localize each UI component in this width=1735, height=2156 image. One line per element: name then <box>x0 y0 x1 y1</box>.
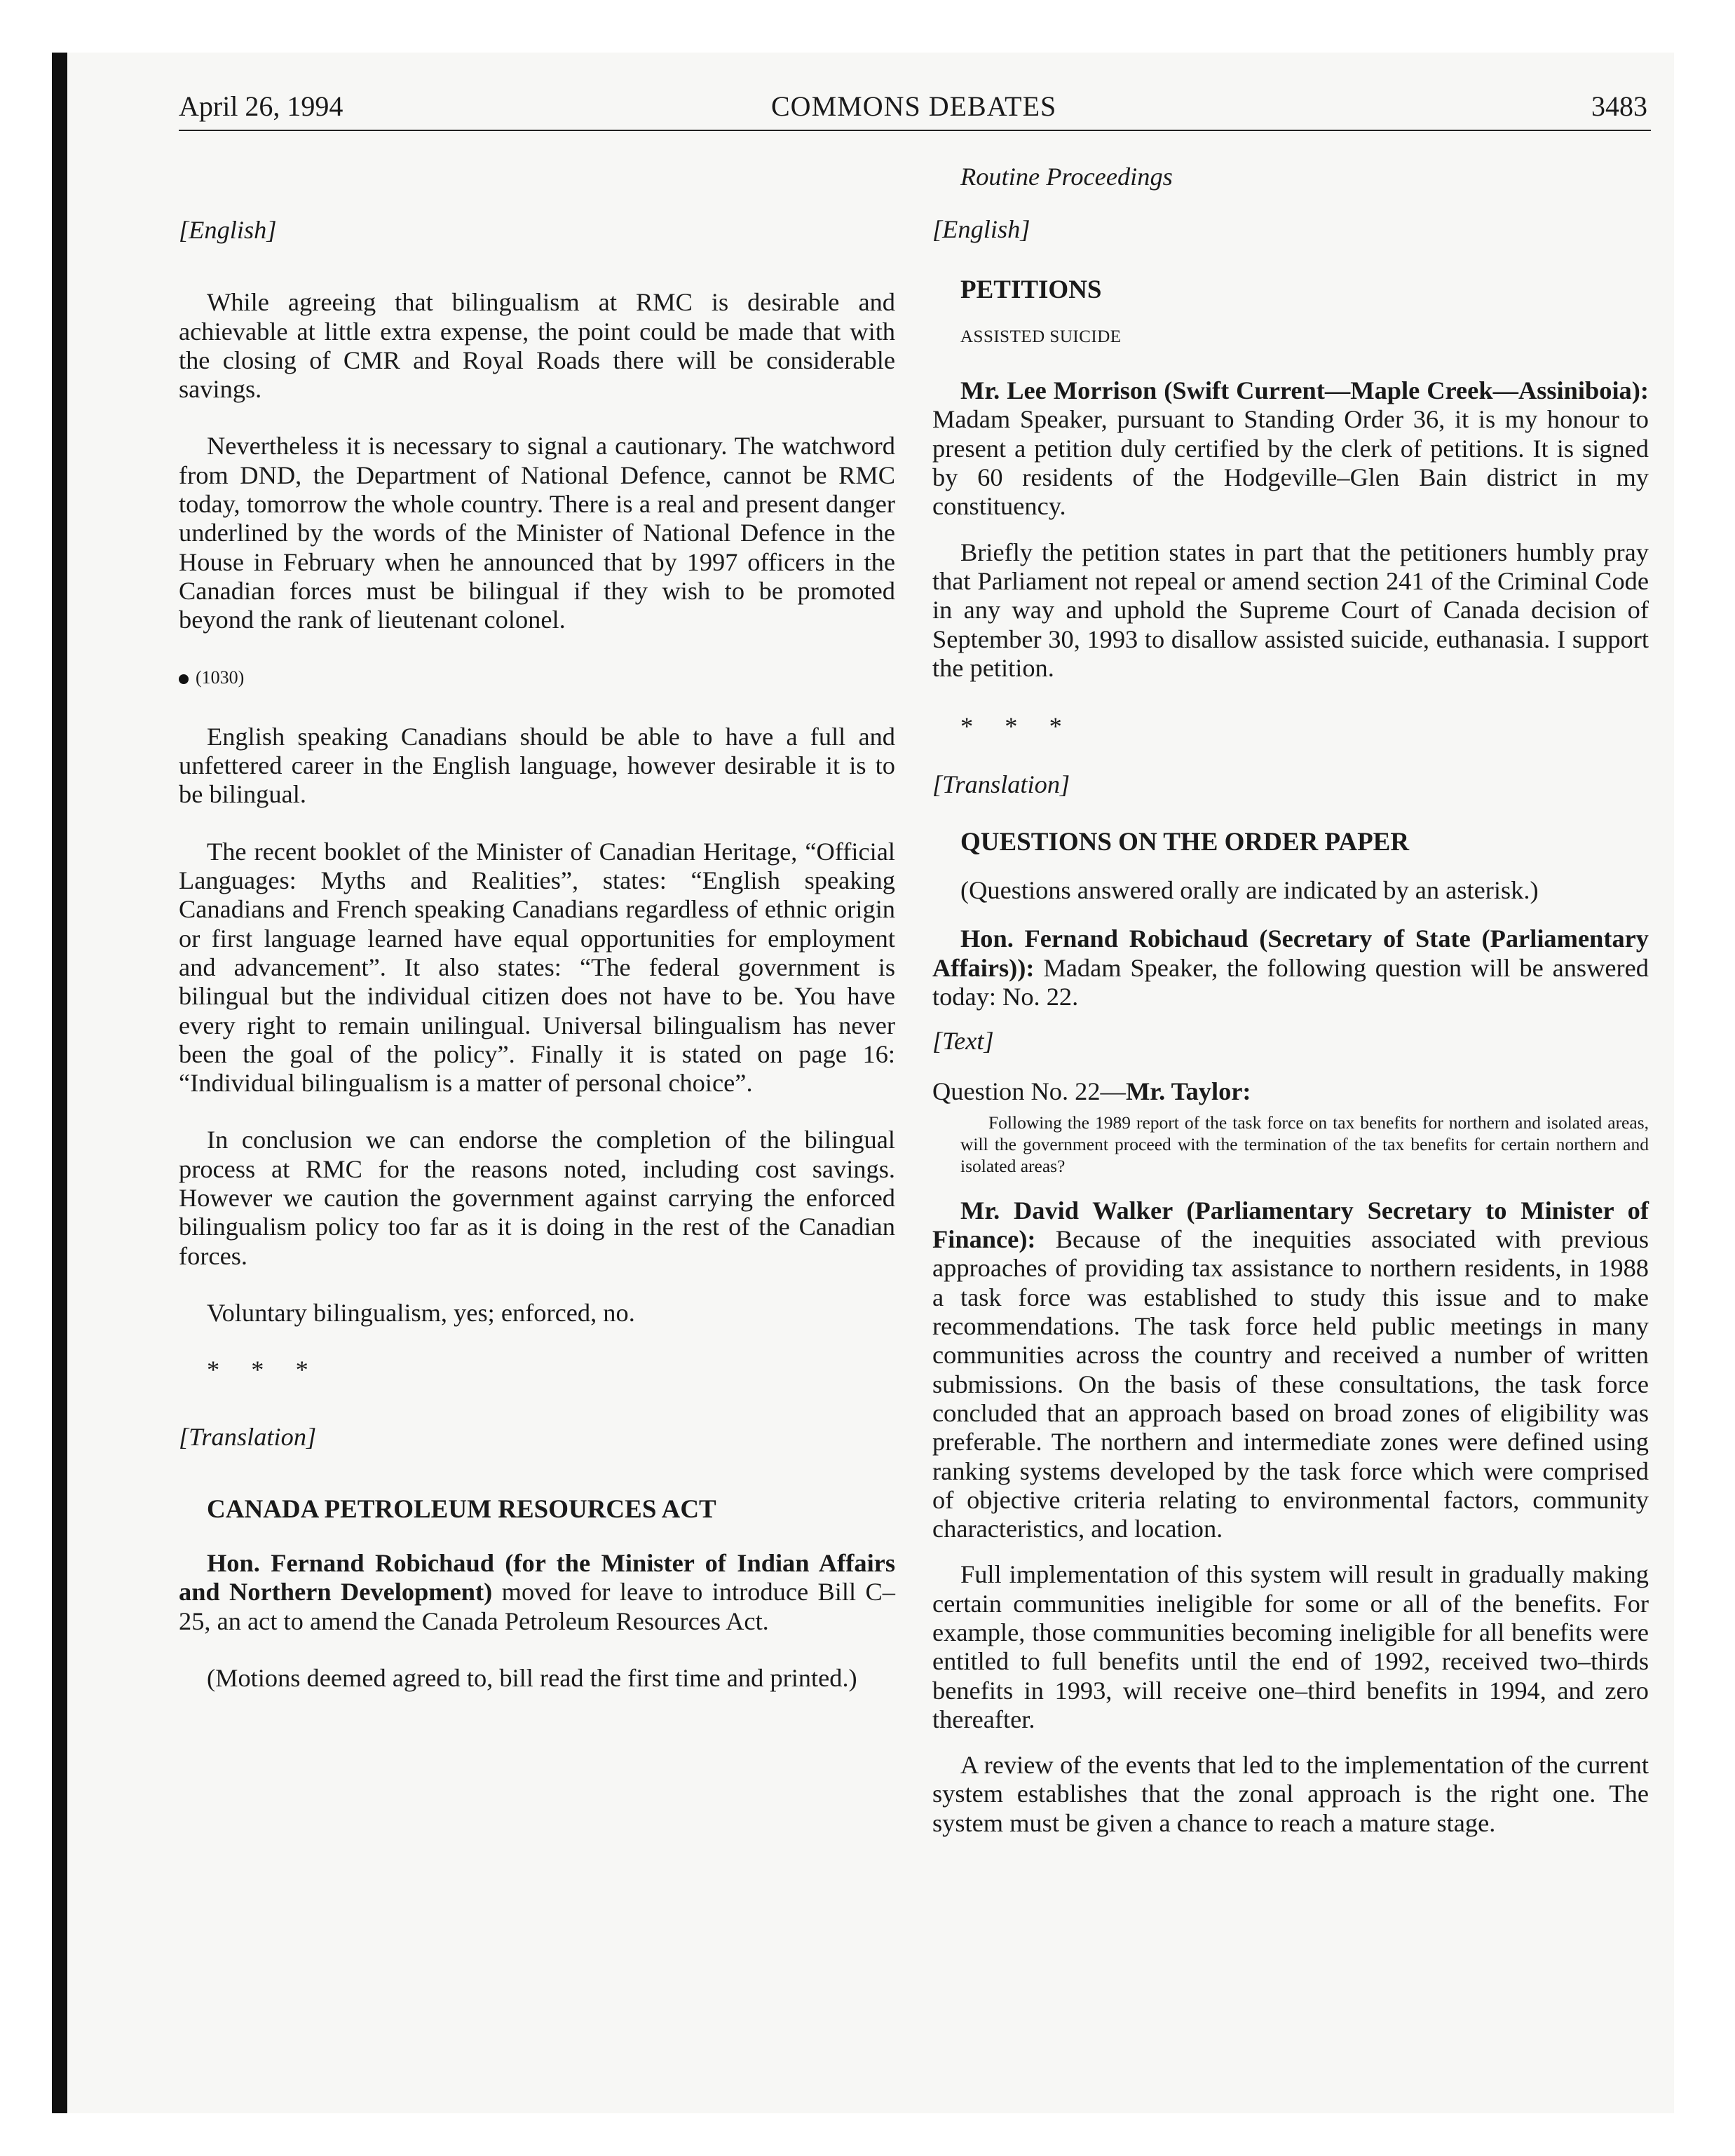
left-column <box>179 161 895 1721</box>
header-page-number: 3483 <box>1591 90 1647 122</box>
paragraph: Voluntary bilingualism, yes; enforced, no. <box>207 1298 635 1327</box>
header-title: COMMONS DEBATES <box>771 90 1057 122</box>
section-heading: QUESTIONS ON THE ORDER PAPER <box>960 827 1410 857</box>
paragraph <box>932 376 1649 521</box>
section-heading: PETITIONS <box>960 275 1102 304</box>
time-marker-label: (1030) <box>196 667 245 688</box>
section-heading: CANADA PETROLEUM RESOURCES ACT <box>207 1494 716 1524</box>
text-tag: [Text] <box>932 1027 994 1056</box>
language-tag: [Translation] <box>932 770 1070 799</box>
speaker-name: Mr. David Walker (Parliamentary Secretary to Minister of Finance): <box>932 1196 1649 1254</box>
paragraph-text: Because of the inequities associated with previous approaches of providing tax assistance to northern residents, in 1988 a task force was established to study this issue and to make recommendations. The task force held public meetings in many communities across the country and received a number of written submissions. On the basis of these consultations, the task force concluded that an approach based on broad zones of eligibility was preferable. The northern and intermediate zones were defined using ranking systems developed by the task force which were comprised of objective criteria relating to environmental factors, community characteristics, and location. <box>932 1225 1649 1543</box>
paragraph: In conclusion we can endorse the completion of the bilingual process at RMC for the reasons noted, including cost savings. However we caution the government against carrying the enforced bilingualism policy too far as it is doing in the rest of the Canadian forces. <box>179 1126 895 1270</box>
paragraph: The recent booklet of the Minister of Canadian Heritage, “Official Languages: Myths and Realities”, states: “English speaking Canadians and French speaking Canadians regardless of ethnic origin or first language learned have equal opportunities for employment and advancement”. It also states: “The federal government is bilingual but the individual citizen does not have to be. You have every right to remain unilingual. Universal bilingualism has never been the goal of the policy”. Finally it is stated on page 16: “Individual bilingualism is a matter of personal choice”. <box>179 837 895 1098</box>
paragraph: (Questions answered orally are indicated by an asterisk.) <box>960 876 1539 905</box>
subheading: ASSISTED SUICIDE <box>960 327 1122 346</box>
section-separator: * * * <box>960 712 1075 741</box>
paragraph: Nevertheless it is necessary to signal a cautionary. The watchword from DND, the Department of National Defence, cannot be RMC today, tomorrow the whole country. There is a real and present danger underlined by the words of the Minister of National Defence in the House in February when he announced that by 1997 officers in the Canadian forces must be bilingual if they wish to be promoted beyond the rank of lieutenant colonel. <box>179 432 895 634</box>
paragraph-text: Madam Speaker, the following question will be answered today: No. 22. <box>932 953 1649 1011</box>
section-separator: * * * <box>207 1356 321 1384</box>
speaker-name: Hon. Fernand Robichaud (for the Minister of Indian Affairs and Northern Development) <box>179 1549 895 1606</box>
paragraph: A review of the events that led to the implementation of the current system establishes that the zonal approach is the right one. The system must be given a chance to reach a mature stage. <box>932 1751 1649 1837</box>
time-marker <box>179 663 895 692</box>
running-head: Routine Proceedings <box>960 163 1173 191</box>
question-label: Question No. 22— <box>932 1077 1126 1105</box>
scan-binding-edge <box>52 53 67 2113</box>
paragraph <box>932 925 1649 1011</box>
paragraph <box>179 1549 895 1636</box>
speaker-name: Mr. Lee Morrison (Swift Current—Maple Creek—Assiniboia): <box>960 376 1649 405</box>
language-tag: [Translation] <box>179 1422 317 1451</box>
bullet-icon <box>179 674 189 684</box>
question-heading <box>932 1077 1649 1106</box>
paragraph: English speaking Canadians should be able to have a full and unfettered career in the English language, however desirable it is to be bilingual. <box>179 722 895 809</box>
paragraph-text: moved for leave to introduce Bill C–25, an act to amend the Canada Petroleum Resources Act. <box>179 1578 895 1635</box>
paragraph: Full implementation of this system will result in gradually making certain communities ineligible for some or all of the benefits. For example, those communities becoming ineligible for all benefits were entitled to full benefits until the end of 1992, received two–thirds benefits in 1993, will receive one–third benefits in 1994, and zero thereafter. <box>932 1560 1649 1733</box>
right-column <box>932 161 1649 1866</box>
speaker-name: Hon. Fernand Robichaud (Secretary of State (Parliamentary Affairs)): <box>932 925 1649 982</box>
paragraph: While agreeing that bilingualism at RMC is desirable and achievable at little extra expense, the point could be made that with the closing of CMR and Royal Roads there will be considerable savings. <box>179 288 895 404</box>
language-tag: [English] <box>179 216 277 244</box>
header-date: April 26, 1994 <box>179 90 343 122</box>
paragraph: Briefly the petition states in part that the petitioners humbly pray that Parliament not repeal or amend section 241 of the Criminal Code in any way and uphold the Supreme Court of Canada decision of September 30, 1993 to disallow assisted suicide, euthanasia. I support the petition. <box>932 538 1649 682</box>
header-rule <box>179 130 1651 131</box>
paragraph <box>932 1196 1649 1544</box>
paragraph: (Motions deemed agreed to, bill read the first time and printed.) <box>207 1663 857 1692</box>
language-tag: [English] <box>932 215 1030 244</box>
question-text: Following the 1989 report of the task force on tax benefits for northern and isolated areas, will the government proceed with the termination of the tax benefits for certain northern and isolated areas? <box>960 1112 1649 1176</box>
paragraph-text: Madam Speaker, pursuant to Standing Order 36, it is my honour to present a petition duly certified by the clerk of petitions. It is signed by 60 residents of the Hodgeville–Glen Bain district in my constituency. <box>932 405 1649 521</box>
question-member: Mr. Taylor: <box>1125 1077 1251 1105</box>
